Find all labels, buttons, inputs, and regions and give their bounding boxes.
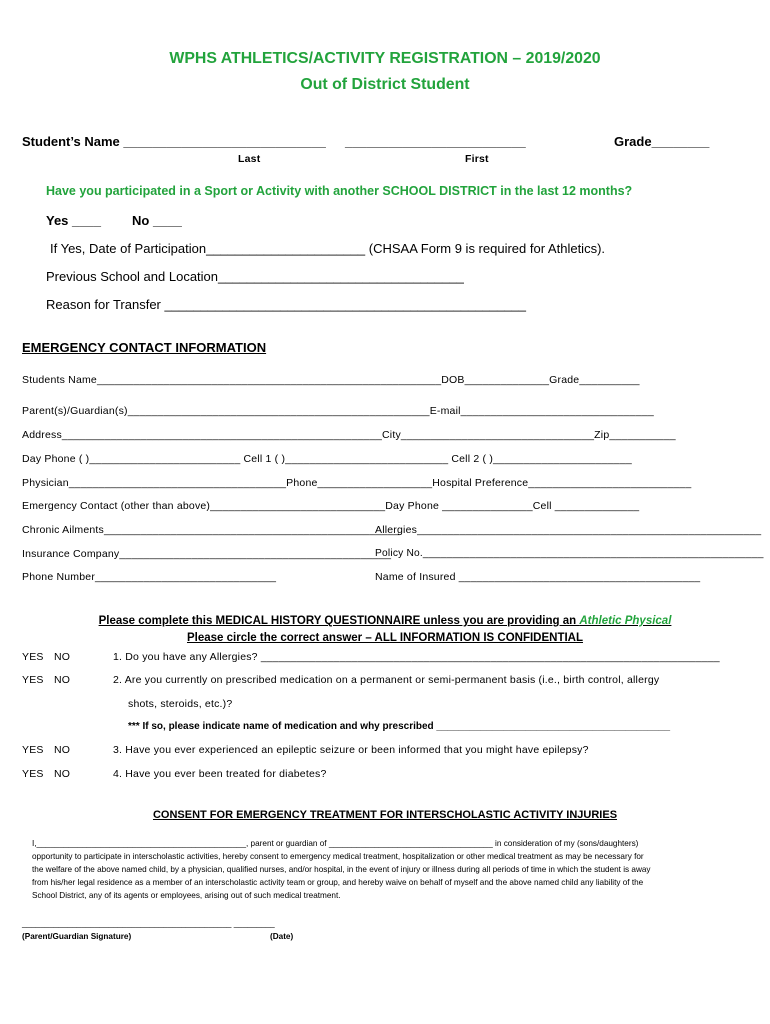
signature-label: (Parent/Guardian Signature): [22, 932, 132, 941]
emergency-address-row[interactable]: Address_____________________________________________________City________________________________Zip___________: [22, 429, 676, 441]
form-title: WPHS ATHLETICS/ACTIVITY REGISTRATION – 2019/2020: [169, 50, 601, 67]
chronic-ailments-field[interactable]: Chronic Ailments_________________________________________________: [22, 524, 400, 536]
q2-yes-option[interactable]: YES: [22, 674, 44, 686]
participation-no-field[interactable]: No ____: [132, 213, 182, 228]
emergency-students-name-row[interactable]: Students Name_________________________________________________________DOB______________Grade__________: [22, 374, 640, 386]
insurance-company-field[interactable]: Insurance Company_____________________________________________: [22, 548, 392, 560]
transfer-reason-field[interactable]: Reason for Transfer __________________________________________________: [46, 297, 526, 312]
consent-line-5: School District, any of its agents or employees, arising out of such medical treatment.: [32, 891, 341, 900]
q1-allergies-field[interactable]: 1. Do you have any Allergies? ____________________________________________________________________________: [113, 651, 720, 663]
medical-intro-text: Please complete this MEDICAL HISTORY QUESTIONNAIRE unless you are providing an: [98, 615, 580, 627]
q3-epilepsy-question: 3. Have you ever experienced an epileptic seizure or been informed that you might have epilepsy?: [113, 744, 589, 756]
previous-school-field[interactable]: Previous School and Location__________________________________: [46, 269, 464, 284]
emergency-contact-row[interactable]: Emergency Contact (other than above)_____________________________Day Phone _______________Cell ______________: [22, 500, 640, 512]
name-of-insured-field[interactable]: Name of Insured ________________________________________: [375, 571, 701, 583]
consent-line-3: the welfare of the above named child, by a physician, qualified nurses, and/or hospital, in the event of injury or illness during all periods of time in which the student is away: [32, 865, 651, 874]
participation-date-field[interactable]: If Yes, Date of Participation______________________ (CHSAA Form 9 is required for Athletics).: [50, 241, 606, 256]
q4-no-option[interactable]: NO: [54, 768, 71, 780]
q3-no-option[interactable]: NO: [54, 744, 71, 756]
consent-line-4: from his/her legal residence as a member of an interscholastic activity team or group, and hereby waive on behalf of myself and the above named child any liability of the: [32, 878, 644, 887]
emergency-guardian-row[interactable]: Parent(s)/Guardian(s)__________________________________________________E-mail________________________________: [22, 405, 654, 417]
q4-diabetes-question: 4. Have you ever been treated for diabetes?: [113, 768, 327, 780]
emergency-physician-row[interactable]: Physician____________________________________Phone___________________Hospital Preference___________________________: [22, 477, 692, 489]
form-subtitle: Out of District Student: [300, 76, 470, 93]
q1-no-option[interactable]: NO: [54, 651, 71, 663]
consent-line-2: opportunity to participate in interscholastic activities, hereby consent to emergency medical treatment, hospitalization or other medical treatment as may be necessary for: [32, 852, 644, 861]
q2-medication-question-cont: shots, steroids, etc.)?: [128, 698, 233, 710]
medical-intro: [0, 615, 770, 627]
emergency-heading: EMERGENCY CONTACT INFORMATION: [22, 340, 267, 355]
date-label: (Date): [270, 932, 294, 941]
participation-yes-field[interactable]: Yes ____: [46, 213, 101, 228]
student-first-name-field[interactable]: _________________________: [345, 134, 526, 149]
medical-circle-note: Please circle the correct answer – ALL INFORMATION IS CONFIDENTIAL: [187, 632, 583, 644]
consent-line-1[interactable]: I,______________________________________________, parent or guardian of ____________________________________ in consideration of my (sons/daughters): [32, 839, 639, 848]
q2-medication-note-field[interactable]: *** If so, please indicate name of medication and why prescribed __________________________________________: [128, 721, 671, 732]
q4-yes-option[interactable]: YES: [22, 768, 44, 780]
q1-yes-option[interactable]: YES: [22, 651, 44, 663]
participation-question: Have you participated in a Sport or Activity with another SCHOOL DISTRICT in the last 12 months?: [46, 184, 633, 198]
consent-heading: CONSENT FOR EMERGENCY TREATMENT FOR INTERSCHOLASTIC ACTIVITY INJURIES: [152, 809, 618, 821]
q2-no-option[interactable]: NO: [54, 674, 71, 686]
allergies-field[interactable]: Allergies_________________________________________________________: [375, 524, 762, 536]
signature-line[interactable]: ______________________________________________ _________: [22, 919, 275, 928]
q2-medication-question: 2. Are you currently on prescribed medication on a permanent or semi-permanent basis (i.e., birth control, allergy: [113, 674, 660, 686]
student-name-field[interactable]: Student’s Name ____________________________: [22, 134, 326, 149]
athletic-physical-text: Athletic Physical: [579, 615, 672, 627]
last-label: Last: [238, 153, 261, 165]
phone-number-field[interactable]: Phone Number______________________________: [22, 571, 277, 583]
q3-yes-option[interactable]: YES: [22, 744, 44, 756]
first-label: First: [465, 153, 489, 165]
grade-field[interactable]: Grade________: [614, 134, 710, 149]
emergency-phone-row[interactable]: Day Phone ( )_________________________ Cell 1 ( )___________________________ Cell 2 ( )_______________________: [22, 453, 632, 465]
policy-number-field[interactable]: Policy No.__________________________________________________________: [375, 548, 764, 559]
